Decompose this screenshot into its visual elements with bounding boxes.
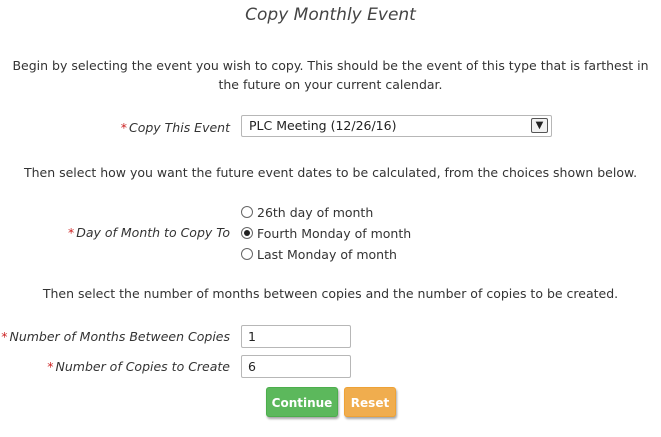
copy-event-select[interactable] <box>241 115 552 137</box>
radio-option-fourth-monday[interactable] <box>241 224 411 242</box>
day-of-month-label-text: Day of Month to Copy To <box>76 225 230 240</box>
reset-button[interactable]: Reset <box>344 387 396 417</box>
radio-button[interactable] <box>241 206 253 218</box>
radio-option-label: 26th day of month <box>257 204 374 220</box>
months-between-input[interactable]: 1 <box>241 325 351 348</box>
copy-event-label-text: Copy This Event <box>128 120 230 135</box>
radio-option-label: Fourth Monday of month <box>257 225 412 241</box>
intro-text: Begin by selecting the event you wish to copy. This should be the event of this type that is farthest in the future on your current calendar. <box>12 58 649 92</box>
page-title: Copy Monthly Event <box>245 5 416 25</box>
radio-option-label: Last Monday of month <box>257 246 397 262</box>
months-between-label-text: Number of Months Between Copies <box>9 329 230 344</box>
radio-option-last-monday[interactable] <box>241 245 397 263</box>
continue-button[interactable]: Continue <box>266 387 338 417</box>
required-marker: * <box>120 120 127 135</box>
num-copies-input[interactable]: 6 <box>241 355 351 378</box>
months-between-label <box>1 329 230 344</box>
radio-option-26th-day[interactable] <box>241 203 373 221</box>
dates-instruction: Then select how you want the future event dates to be calculated, from the choices shown below. <box>23 165 638 180</box>
months-instruction: Then select the number of months between copies and the number of copies to be created. <box>42 286 619 301</box>
num-copies-label <box>47 359 230 374</box>
radio-button-selected[interactable] <box>241 227 253 239</box>
day-of-month-label <box>68 225 230 240</box>
num-copies-label-text: Number of Copies to Create <box>55 359 230 374</box>
copy-event-selected-value: PLC Meeting (12/26/16) <box>249 118 397 133</box>
required-marker: * <box>67 225 75 240</box>
required-marker: * <box>47 359 54 374</box>
radio-button[interactable] <box>241 248 253 260</box>
copy-event-label <box>121 120 230 135</box>
required-marker: * <box>1 329 8 344</box>
chevron-down-icon[interactable]: ▼ <box>531 118 548 133</box>
